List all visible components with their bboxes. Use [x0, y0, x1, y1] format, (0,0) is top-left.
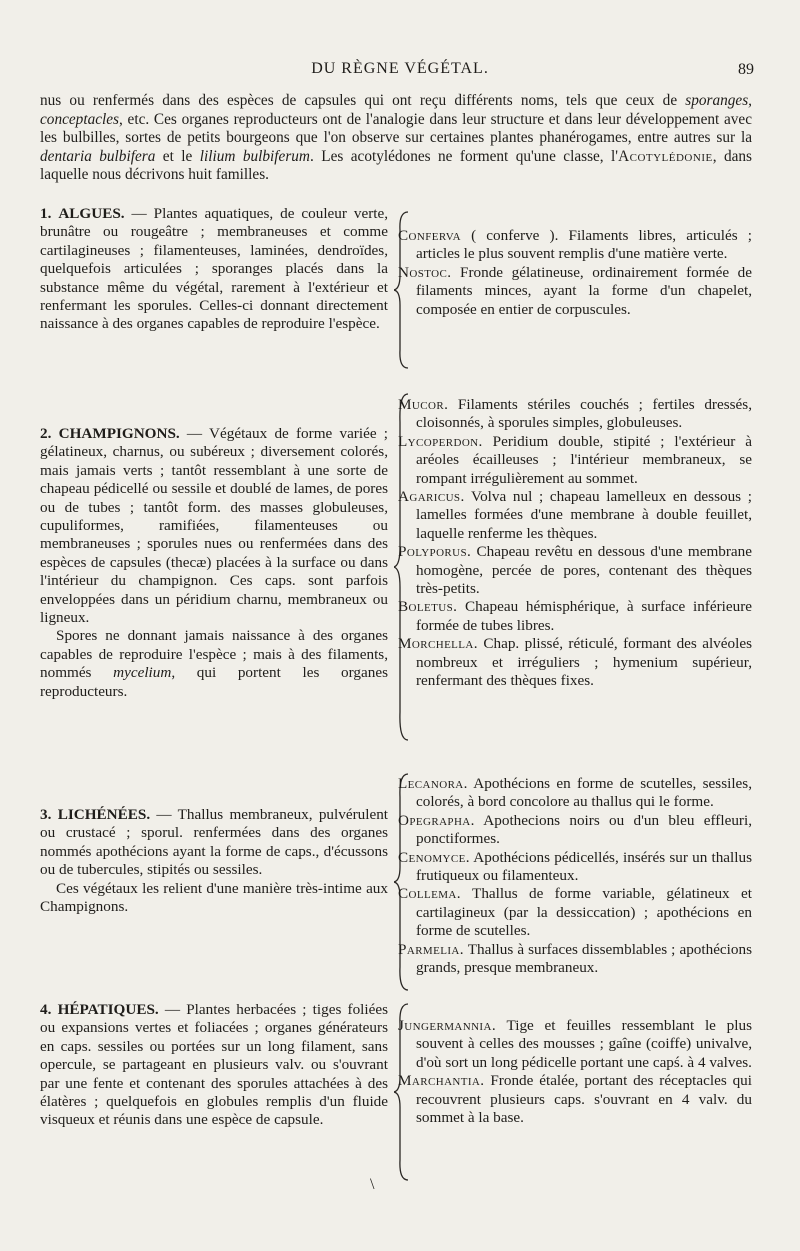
genus-lycoperdon: Lycoperdon. Peridium double, stipité ; l'extérieur à aréoles écailleuses ; l'intérieur membraneux, se rompant irrégulièrement au sommet.: [398, 432, 752, 487]
genus-morchella: Morchella. Chap. plissé, réticulé, formant des alvéoles nombreux et irréguliers ; hymenium supérieur, renfermant des thèques fixes.: [398, 635, 752, 690]
genus-lecanora: Lecanora. Apothécions en forme de scutelles, sessiles, colorés, à bord concolore au thallus qui le forme.: [398, 775, 752, 811]
genus-jungermannia: Jungermannia. Tige et feuilles ressemblant le plus souvent à celles des mousses ; gaîne (coiffe) univalve, d'où sort un long pédicelle portant une capś. à 4 valves.: [398, 1017, 752, 1071]
footer-mark: \: [370, 1176, 375, 1193]
page-header: [0, 60, 800, 86]
family-champignons: 2. CHAMPIGNONS. — Végétaux de forme variée ; gélatineux, charnus, ou subéreux ; diversement colorés, mais jamais verts ; tantôt ressemblant à une sorte de chapeau pédicellé ou sessile et doublé de lames, de pores ou de tubes ; tantôt form. des masses globuleuses, cupuliformes, ramifiées, filamenteuses ou membraneuses ; sporules nues ou renfermées dans des espèces de capsules (thecæ) placées à la surface ou dans l'intérieur du champignon. Ces caps. sont parfois enveloppées dans un péridium charnu, membraneux ou ligneux. Spores ne donnant jamais naissance à des organes capables de reproduire l'espèce ; mais à des filaments, nommés mycelium, qui portent les organes reproducteurs.: [40, 425, 389, 700]
intro-paragraph: nus ou renfermés dans des espèces de capsules qui ont reçu différents noms, tels que ceux de sporanges, conceptacles, etc. Ces organes reproducteurs ont de l'analogie dans leur structure et dans leur développement avec les bulbilles, sortes de petits bourgeons que l'on observe sur certaines plantes phanérogames, entre autres sur la dentaria bulbifera et le lilium bulbiferum. Les acotylédones ne forment qu'une classe, l'Acotylédonie, dans laquelle nous décrivons huit familles.: [40, 92, 753, 184]
genus-opegrapha: Opegrapha. Apothecions noirs ou d'un bleu effleuri, ponctiformes.: [398, 811, 752, 848]
genus-collema: Collema. Thallus de forme variable, gélatineux et cartilagineux (par la dessiccation) ; apothécions en forme de scutelles.: [398, 885, 752, 940]
genus-marchantia: Marchantia. Fronde étalée, portant des réceptacles qui recouvrent plusieurs caps. s'ouvrant en 4 valv. du sommet à la base.: [398, 1072, 752, 1127]
running-title: DU RÈGNE VÉGÉTAL.: [311, 60, 489, 77]
page-number: 89: [738, 61, 754, 78]
genera-champignons: [398, 396, 752, 691]
genera-algues: [398, 227, 752, 319]
genus-polyporus: Polyporus. Chapeau revêtu en dessous d'une membrane homogène, percée de pores, contenant des thèques très-petits.: [398, 543, 752, 598]
genera-lichenees: [398, 775, 752, 977]
genera-hepatiques: [398, 1017, 752, 1127]
genus-parmelia: Parmelia. Thallus à surfaces dissemblables ; apothécions grands, presque membraneux.: [398, 940, 752, 977]
genus-agaricus: Agaricus. Volva nul ; chapeau lamelleux en dessous ; lamelles formées d'une membrane à double feuillet, laquelle renferme les thèques.: [398, 488, 752, 542]
family-lichenees: 3. LICHÉNÉES. — Thallus membraneux, pulvérulent ou crustacé ; sporul. renfermées dans des organes nommés apothécions ayant la forme de caps., d'écussons ou de tubercules, stipités ou sessiles. Ces végétaux les relient d'une manière très-intime aux Champignons.: [40, 806, 389, 916]
family-hepatiques: 4. HÉPATIQUES. — Plantes herbacées ; tiges foliées ou expansions vertes et foliacées ; organes générateurs en caps. sessiles ou portées sur un long filament, sans opercule, se partageant en plusieurs valv. ou s'ouvrant par une fente et contenant des sporules attachées à des élatères ; quelquefois en globules remplis d'un fluide visqueux et réunis dans une espèce de capsule.: [40, 1001, 389, 1129]
genus-nostoc: Nostoc. Fronde gélatineuse, ordinairement formée de filaments minces, ayant la forme d'un chapelet, composée en entier de corpuscules.: [398, 263, 752, 318]
genus-cenomyce: Cenomyce. Apothécions pédicellés, insérés sur un thallus frutiqueux ou filamenteux.: [398, 848, 752, 885]
genus-conferva: Conferva ( conferve ). Filaments libres, articulés ; articles le plus souvent remplis d'une matière verte.: [398, 227, 752, 263]
genus-mucor: Mucor. Filaments stériles couchés ; fertiles dressés, cloisonnés, à sporules simples, globuleuses.: [398, 396, 752, 432]
family-algues: 1. ALGUES. — Plantes aquatiques, de couleur verte, brunâtre ou rougeâtre ; membraneuses et comme cartilagineuses ; filamenteuses, laminées, dendroïdes, quelquefois articulées ; sporanges placés dans la substance même du végétal, rarement à l'extérieur et renfermant les sporules. Celles-ci donnant directement naissance à des organes capables de reproduire l'espèce.: [40, 205, 389, 333]
genus-boletus: Boletus. Chapeau hémisphérique, à surface inférieure formée de tubes libres.: [398, 598, 752, 634]
